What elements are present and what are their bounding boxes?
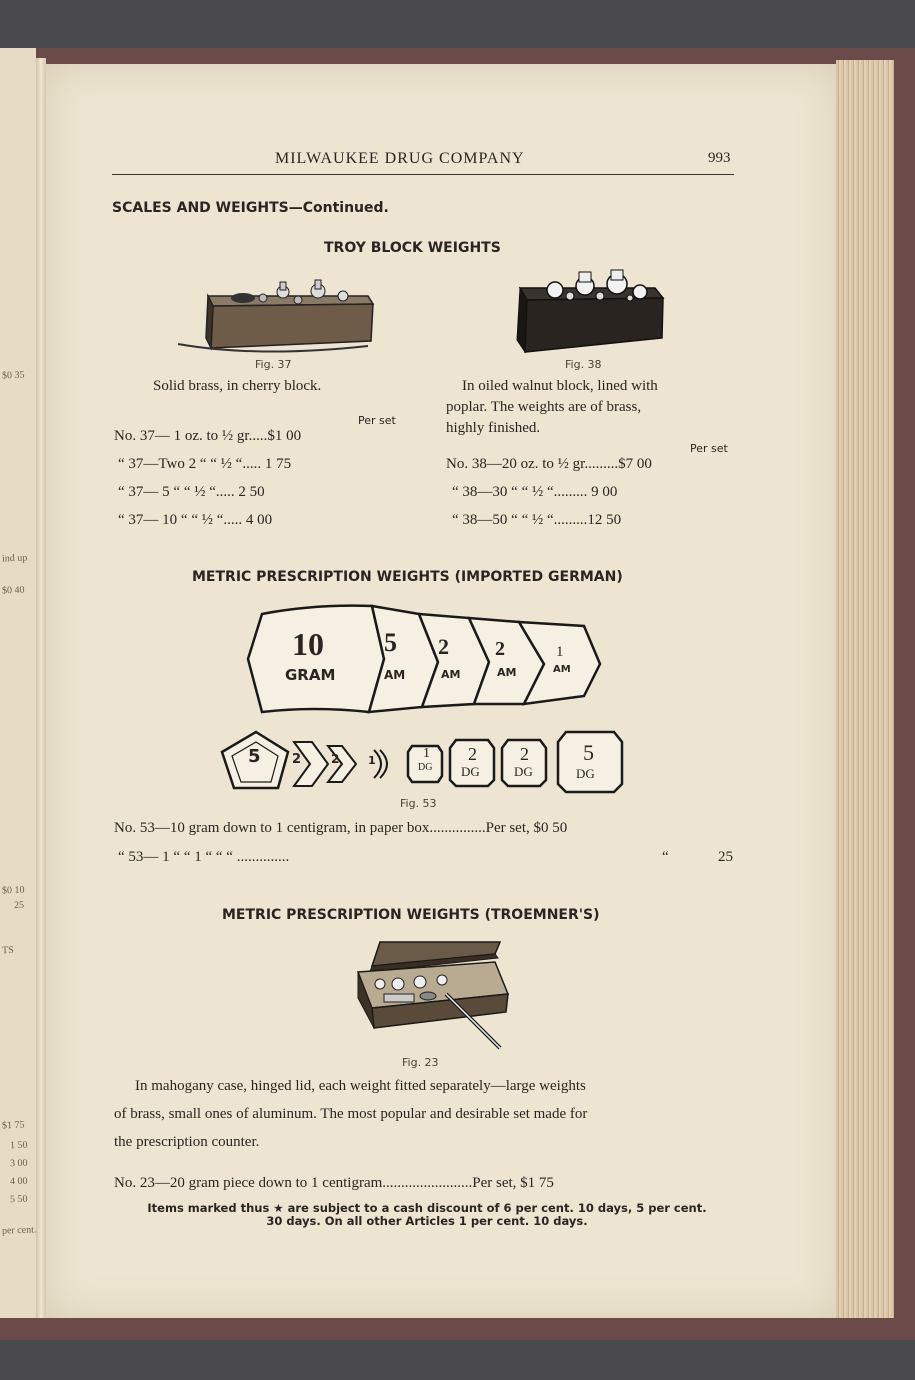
dg-weight-5-num: 5 — [583, 740, 594, 765]
fig38-illustration — [505, 268, 665, 356]
fig37-row: No. 37— 1 oz. to ½ gr.....$1 00 — [114, 428, 302, 444]
fig23-row: No. 23—20 gram piece down to 1 centigram........................Per set, $1 75 — [114, 1175, 554, 1191]
weight-10-unit: GRAM — [285, 666, 336, 684]
weight-5-num: 5 — [384, 628, 397, 657]
fig37-caption: Fig. 37 — [255, 358, 292, 371]
weight-1-num: 1 — [556, 644, 564, 660]
fig37-description: Solid brass, in cherry block. — [153, 378, 322, 394]
left-page-fragment: $0 35 — [1, 369, 25, 382]
cover-top — [36, 48, 896, 64]
weight-2b-unit: AM — [497, 666, 517, 679]
fig38-row: “ 38—30 “ “ ½ “......... 9 00 — [452, 484, 618, 500]
left-page-fragment: 1 50 — [9, 1139, 28, 1152]
fig53-caption: Fig. 53 — [400, 797, 437, 810]
cover-right — [894, 48, 915, 1333]
fig37-row: “ 37— 10 “ “ ½ “..... 4 00 — [118, 512, 273, 528]
fig38-description-line: In oiled walnut block, lined with — [462, 378, 658, 394]
left-page-fragment: $0 10 — [1, 884, 25, 897]
fig53-row-1: No. 53—10 gram down to 1 centigram, in paper box...............Per set, $0 50 — [114, 820, 568, 836]
bottom-weight-1: 1 — [368, 754, 376, 767]
footer-line: 30 days. On all other Articles 1 per cent. 10 days. — [266, 1214, 588, 1228]
left-page-fragment: 3 00 — [9, 1157, 28, 1170]
fig23-description-line: the prescription counter. — [114, 1134, 260, 1150]
fig38-row: “ 38—50 “ “ ½ “.........12 50 — [452, 512, 622, 528]
left-page-fragment: ind up — [1, 552, 28, 565]
fig37-row: “ 37— 5 “ “ ½ “..... 2 50 — [118, 484, 265, 500]
weight-5-unit: AM — [384, 668, 406, 682]
fig38-caption: Fig. 38 — [565, 358, 602, 371]
book-spine — [36, 58, 46, 1323]
bottom-weight-2b: 2 — [331, 752, 340, 766]
fig23-description-line: of brass, small ones of aluminum. The most popular and desirable set made for — [114, 1106, 588, 1122]
weight-2a-num: 2 — [438, 634, 449, 659]
left-page-fragment: 4 00 — [9, 1175, 28, 1188]
running-title: MILWAUKEE DRUG COMPANY — [275, 150, 525, 167]
page-edges — [836, 60, 894, 1318]
left-page-fragment: 25 — [13, 899, 25, 912]
fig37-row: “ 37—Two 2 “ “ ½ “..... 1 75 — [118, 456, 292, 472]
weight-1-unit: AM — [553, 664, 571, 675]
page-number: 993 — [708, 150, 731, 166]
left-page-fragment: $0 40 — [1, 584, 25, 597]
dg-weight-2b-num: 2 — [520, 744, 529, 764]
weight-2a-unit: AM — [441, 668, 461, 681]
bottom-weight-5: 5 — [248, 746, 261, 767]
fig23-caption: Fig. 23 — [402, 1056, 439, 1069]
fig53-row-2: “ 53— 1 “ “ 1 “ “ “ .............. — [118, 849, 290, 865]
fig38-row: No. 38—20 oz. to ½ gr.........$7 00 — [446, 456, 652, 472]
dg-weight-5-unit: DG — [576, 766, 595, 781]
dg-weight-2b-unit: DG — [514, 764, 533, 779]
left-page-fragment: 5 50 — [9, 1193, 28, 1206]
fig37-illustration — [178, 276, 378, 356]
troy-title: TROY BLOCK WEIGHTS — [324, 240, 501, 256]
dg-weight-2a-num: 2 — [468, 744, 477, 764]
weight-10-num: 10 — [292, 626, 324, 662]
metric-troemner-title: METRIC PRESCRIPTION WEIGHTS (TROEMNER'S) — [222, 907, 600, 923]
header-rule — [112, 174, 734, 175]
dg-weight-2a-unit: DG — [461, 764, 480, 779]
left-page-fragment: TS — [1, 944, 14, 957]
fig37-per-set: Per set — [358, 414, 396, 427]
fig38-description-line: highly finished. — [446, 420, 541, 436]
footer-line: Items marked thus ★ are subject to a cash discount of 6 per cent. 10 days, 5 per cent. — [147, 1201, 707, 1215]
fig38-per-set: Per set — [690, 442, 728, 455]
weight-2b-num: 2 — [495, 638, 505, 660]
fig23-description-line: In mahogany case, hinged lid, each weight fitted separately—large weights — [135, 1078, 586, 1094]
fig53-bottom-weights — [216, 728, 626, 794]
metric-german-title: METRIC PRESCRIPTION WEIGHTS (IMPORTED GERMAN) — [192, 569, 623, 585]
left-page-fragment: per cent. — [1, 1224, 37, 1237]
fig53-row-2-price: 25 — [718, 849, 733, 865]
fig23-illustration — [350, 938, 515, 1056]
cover-bottom — [0, 1318, 915, 1340]
fig53-row-2-ditto: “ — [662, 849, 669, 865]
dg-weight-1-num: 1 — [423, 746, 430, 761]
left-page-fragment: $1 75 — [1, 1119, 25, 1132]
bottom-weight-2a: 2 — [292, 752, 302, 767]
fig38-description-line: poplar. The weights are of brass, — [446, 399, 642, 415]
section-title: SCALES AND WEIGHTS—Continued. — [112, 200, 389, 216]
discount-footer — [112, 1202, 742, 1228]
dg-weight-1-unit: DG — [418, 762, 433, 773]
